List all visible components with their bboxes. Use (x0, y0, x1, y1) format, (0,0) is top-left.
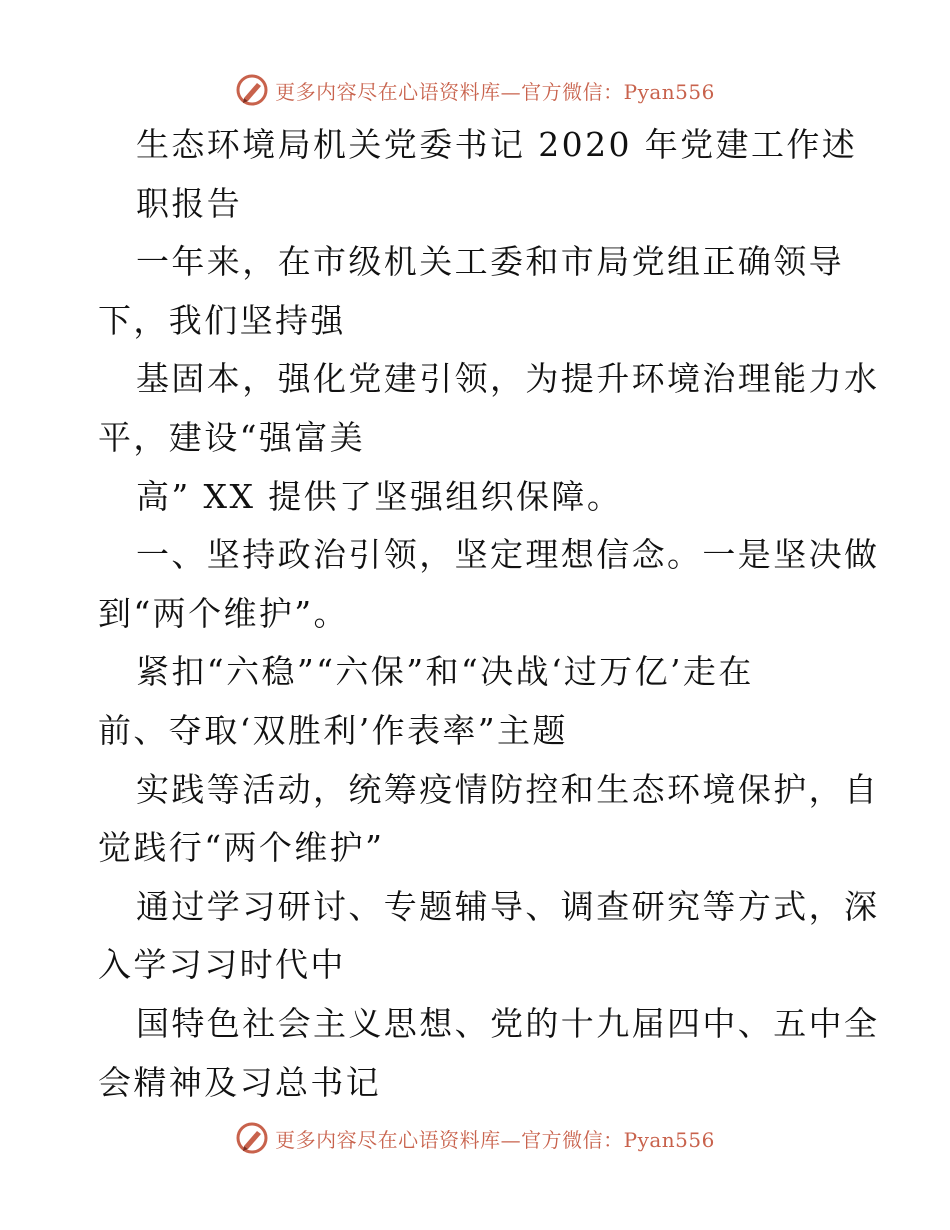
text-line: 入学习习时代中 (98, 945, 346, 985)
text-line: 到“两个维护”。 (98, 593, 349, 633)
document-body (98, 116, 880, 1112)
text-line: 会精神及习总书记 (98, 1062, 382, 1102)
text-line: 平，建设“强富美 (98, 417, 366, 457)
text-line: 紧扣“六稳”“六保”和“决战‘过万亿’走在 (136, 652, 754, 692)
text-line: 一、坚持政治引领，坚定理想信念。一是坚决做 (136, 535, 880, 575)
text-line: 觉践行“两个维护” (98, 828, 385, 868)
text-line: 一年来，在市级机关工委和市局党组正确领导 (136, 242, 844, 282)
pen-logo-icon (235, 73, 269, 107)
header-watermark (0, 70, 950, 110)
footer-watermark (0, 1118, 950, 1158)
text-line: 国特色社会主义思想、党的十九届四中、五中全 (136, 1003, 880, 1043)
watermark-text: 更多内容尽在心语资料库—官方微信：Pyan556 (275, 1127, 715, 1152)
watermark-text: 更多内容尽在心语资料库—官方微信：Pyan556 (275, 79, 715, 104)
pen-logo-icon (235, 1121, 269, 1155)
text-line: 高” XX 提供了坚强组织保障。 (136, 476, 623, 516)
text-line: 前、夺取‘双胜利’作表率”主题 (98, 710, 568, 750)
text-line: 生态环境局机关党委书记 2020 年党建工作述 (136, 125, 858, 164)
text-line: 实践等活动，统筹疫情防控和生态环境保护，自 (136, 769, 880, 809)
text-line: 下，我们坚持强 (98, 300, 346, 340)
text-line: 通过学习研讨、专题辅导、调查研究等方式，深 (136, 886, 880, 926)
text-line: 基固本，强化党建引领，为提升环境治理能力水 (136, 359, 880, 399)
text-line: 职报告 (136, 183, 243, 223)
